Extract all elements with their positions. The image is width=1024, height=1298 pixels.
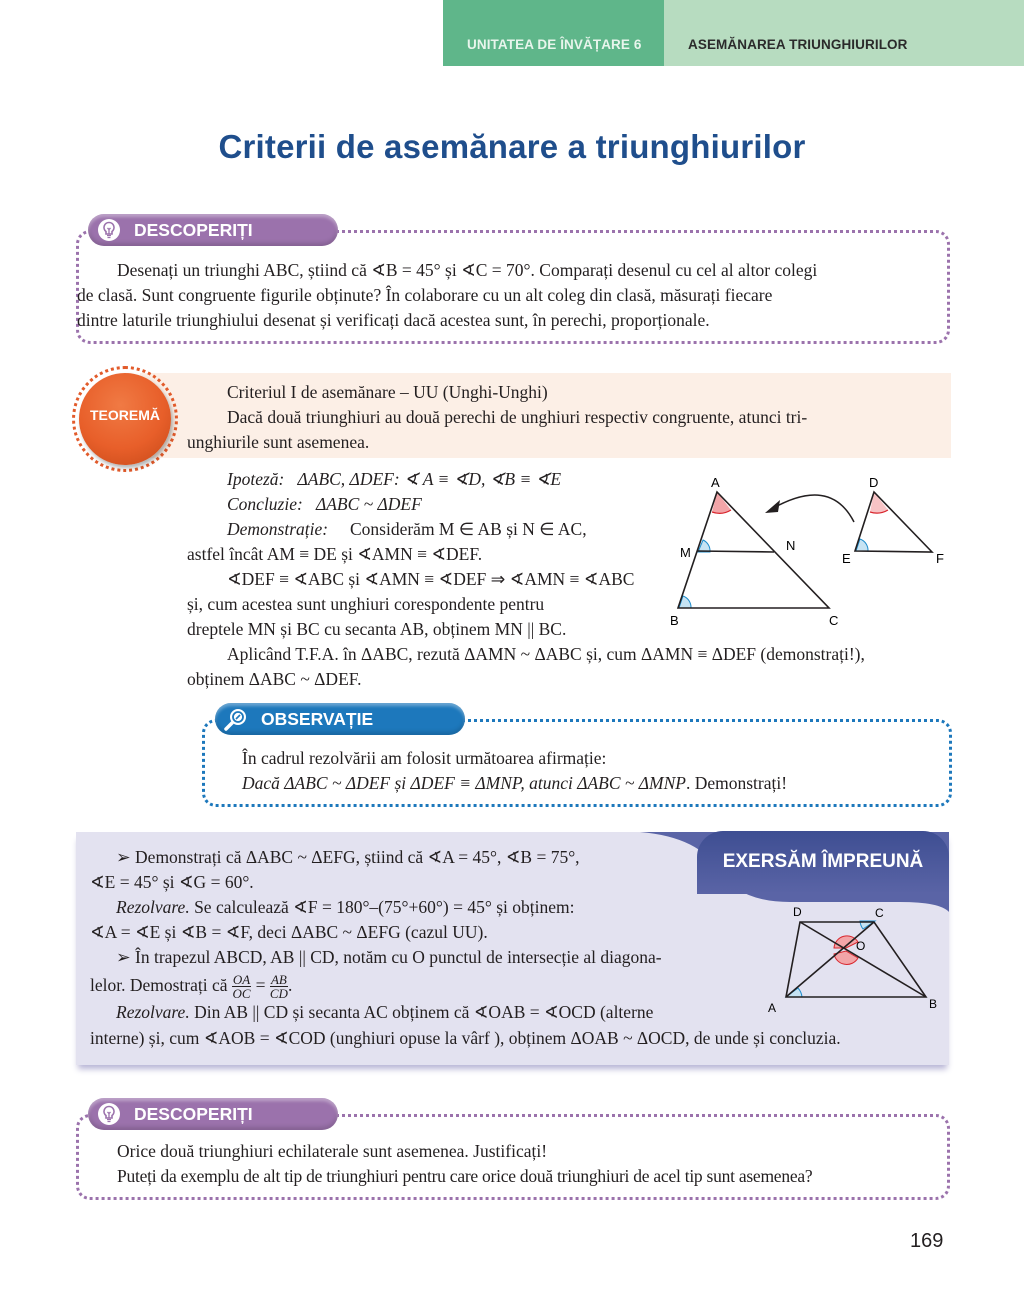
page-title: Criterii de asemănare a triunghiurilor [218, 128, 806, 165]
observatie-text [242, 746, 942, 796]
period: . [287, 975, 293, 995]
label-a: A [711, 475, 720, 490]
equals-sign: = [251, 975, 270, 995]
label-b: B [929, 997, 938, 1011]
rezolvare-1-cont: ∢A = ∢E și ∢B = ∢F, deci ΔABC ~ ΔEFG (cazul UU). [90, 922, 488, 942]
label-f: F [936, 551, 944, 566]
descoperiti-line: Puteți da exemplu de alt tip de triunghiuri pentru care orice două triunghiuri de acel tip sunt asemenea? [117, 1166, 813, 1186]
observatie-badge [215, 703, 465, 735]
descoperiti-label: DESCOPERIȚI [134, 220, 253, 240]
exercise-2-cont: lelor. Demostrați că [90, 975, 232, 995]
descoperiti-line: Orice două triunghiuri echilaterale sunt asemenea. Justificați! [117, 1141, 548, 1161]
fraction-denominator: CD [269, 986, 288, 1002]
label-m: M [680, 545, 691, 560]
ipoteza-label: Ipoteză: [227, 469, 285, 489]
ipoteza: ΔABC, ΔDEF: ∢ A ≡ ∢D, ∢B ≡ ∢E [297, 469, 562, 489]
fraction-ab-cd [270, 973, 288, 1000]
lightbulb-icon [97, 218, 121, 242]
exersam-tab [697, 831, 949, 894]
demonstratie: Considerăm M ∈ AB și N ∈ AC, [349, 519, 587, 539]
rezolvare-1: Se calculează ∢F = 180°–(75°+60°) = 45° și obținem: [189, 897, 575, 917]
trapezoid-figure [760, 900, 950, 1020]
proof-line: astfel încât AM ≡ DE și ∢AMN ≡ ∢DEF. [187, 544, 483, 564]
teorema-text [187, 380, 927, 455]
label-a: A [768, 1001, 777, 1015]
magnifier-icon [224, 707, 248, 731]
proof-line: ∢DEF ≡ ∢ABC și ∢AMN ≡ ∢DEF ⇒ ∢AMN ≡ ∢ABC [227, 569, 635, 589]
label-n: N [786, 538, 796, 553]
observatie-line: În cadrul rezolvării am folosit următoarea afirmație: [242, 748, 607, 768]
observatie-demonstrati: . Demonstrați! [685, 773, 788, 793]
observatie-label: OBSERVAȚIE [261, 709, 374, 729]
exersam-text-bottom [90, 1026, 950, 1051]
exersam-label: EXERSĂM ÎMPREUNĂ [722, 851, 924, 872]
descoperiti-text-2 [117, 1139, 942, 1189]
observatie-statement: Dacă ΔABC ~ ΔDEF și ΔDEF ≡ ΔMNP, atunci ΔABC ~ ΔMNP [242, 773, 686, 793]
page-number: 169 [910, 1230, 944, 1252]
concluzie: ΔABC ~ ΔDEF [315, 494, 422, 514]
teorema-line: unghiurile sunt asemenea. [187, 432, 370, 452]
triangles-figure [660, 470, 960, 630]
fraction-oa-oc [232, 973, 251, 1000]
arrow-head [765, 500, 780, 513]
rezolvare-2: Din AB || CD și secanta AC obținem că ∢OAB = ∢OCD (alterne [189, 1002, 654, 1023]
diagonal-bd [800, 922, 926, 997]
unit-label: UNITATEA DE ÎNVĂȚARE 6 [467, 37, 642, 52]
exercise-2: ➢ În trapezul ABCD, AB || CD, notăm cu O punctul de intersecție al diagona- [116, 947, 662, 967]
segment-mn [697, 551, 774, 552]
label-c: C [829, 613, 839, 628]
descoperiti-line: Desenați un triunghi ABC, știind că ∢B = 45° și ∢C = 70°. Comparați desenul cu cel al altor colegi [117, 260, 818, 280]
rezolvare-label: Rezolvare. [116, 1002, 190, 1023]
descoperiti-label: DESCOPERIȚI [134, 1104, 253, 1124]
label-b: B [670, 613, 679, 628]
label-d: D [869, 475, 879, 490]
fraction-denominator: OC [232, 986, 251, 1002]
teorema-line: Dacă două triunghiuri au două perechi de unghiuri respectiv congruente, atunci tri- [227, 407, 808, 427]
teorema-badge [79, 373, 171, 465]
unit-title-banner [664, 0, 1024, 66]
descoperiti-line: dintre laturile triunghiului desenat și verificați dacă acestea sunt, în perechi, proporționale. [77, 310, 710, 330]
proof-line: obținem ΔABC ~ ΔDEF. [187, 669, 362, 689]
lightbulb-icon [97, 1102, 121, 1126]
rezolvare-label: Rezolvare. [116, 897, 190, 917]
fraction-numerator: OA [232, 972, 251, 988]
rezolvare-2-cont: interne) și, cum ∢AOB = ∢COD (unghiuri opuse la vârf ), obținem ΔOAB ~ ΔOCD, de unde și concluzia. [90, 1028, 841, 1048]
descoperiti-badge-1 [88, 214, 338, 246]
label-o: O [856, 939, 866, 953]
diagonal-ac [786, 922, 874, 997]
exercise-1-cont: ∢E = 45° și ∢G = 60°. [90, 872, 254, 892]
teorema-heading: Criteriul I de asemănare – UU (Unghi-Unghi) [227, 382, 548, 402]
teorema-label: TEOREMĂ [90, 407, 160, 423]
descoperiti-text-1 [77, 258, 943, 333]
exercise-1: ➢ Demonstrați că ΔABC ~ ΔEFG, știind că ∢A = 45°, ∢B = 75°, [116, 847, 580, 867]
proof-conclusion [187, 642, 957, 692]
proof-line: și, cum acestea sunt unghiuri corespondente pentru [187, 594, 545, 614]
descoperiti-line: de clasă. Sunt congruente figurile obținute? În colaborare cu un alt coleg din clasă, măsurați fiecare [77, 285, 773, 305]
demonstratie-label: Demonstrație: [227, 519, 329, 539]
triangle-def [855, 492, 932, 552]
label-d: D [793, 905, 802, 919]
fraction-numerator: AB [270, 972, 287, 988]
label-e: E [842, 551, 851, 566]
concluzie-label: Concluzie: [227, 494, 303, 514]
label-c: C [875, 906, 884, 920]
arrow-curve [770, 495, 854, 522]
proof-line: Aplicând T.F.A. în ΔABC, rezută ΔAMN ~ ΔABC și, cum ΔAMN ≡ ΔDEF (demonstrați!), [227, 644, 865, 664]
unit-label-banner [443, 0, 664, 66]
proof-text [187, 467, 647, 642]
proof-line: dreptele MN și BC cu secanta AB, obținem MN || BC. [187, 619, 567, 639]
unit-title: ASEMĂNAREA TRIUNGHIURILOR [688, 37, 908, 52]
exersam-text-top [90, 845, 710, 1025]
descoperiti-badge-2 [88, 1098, 338, 1130]
